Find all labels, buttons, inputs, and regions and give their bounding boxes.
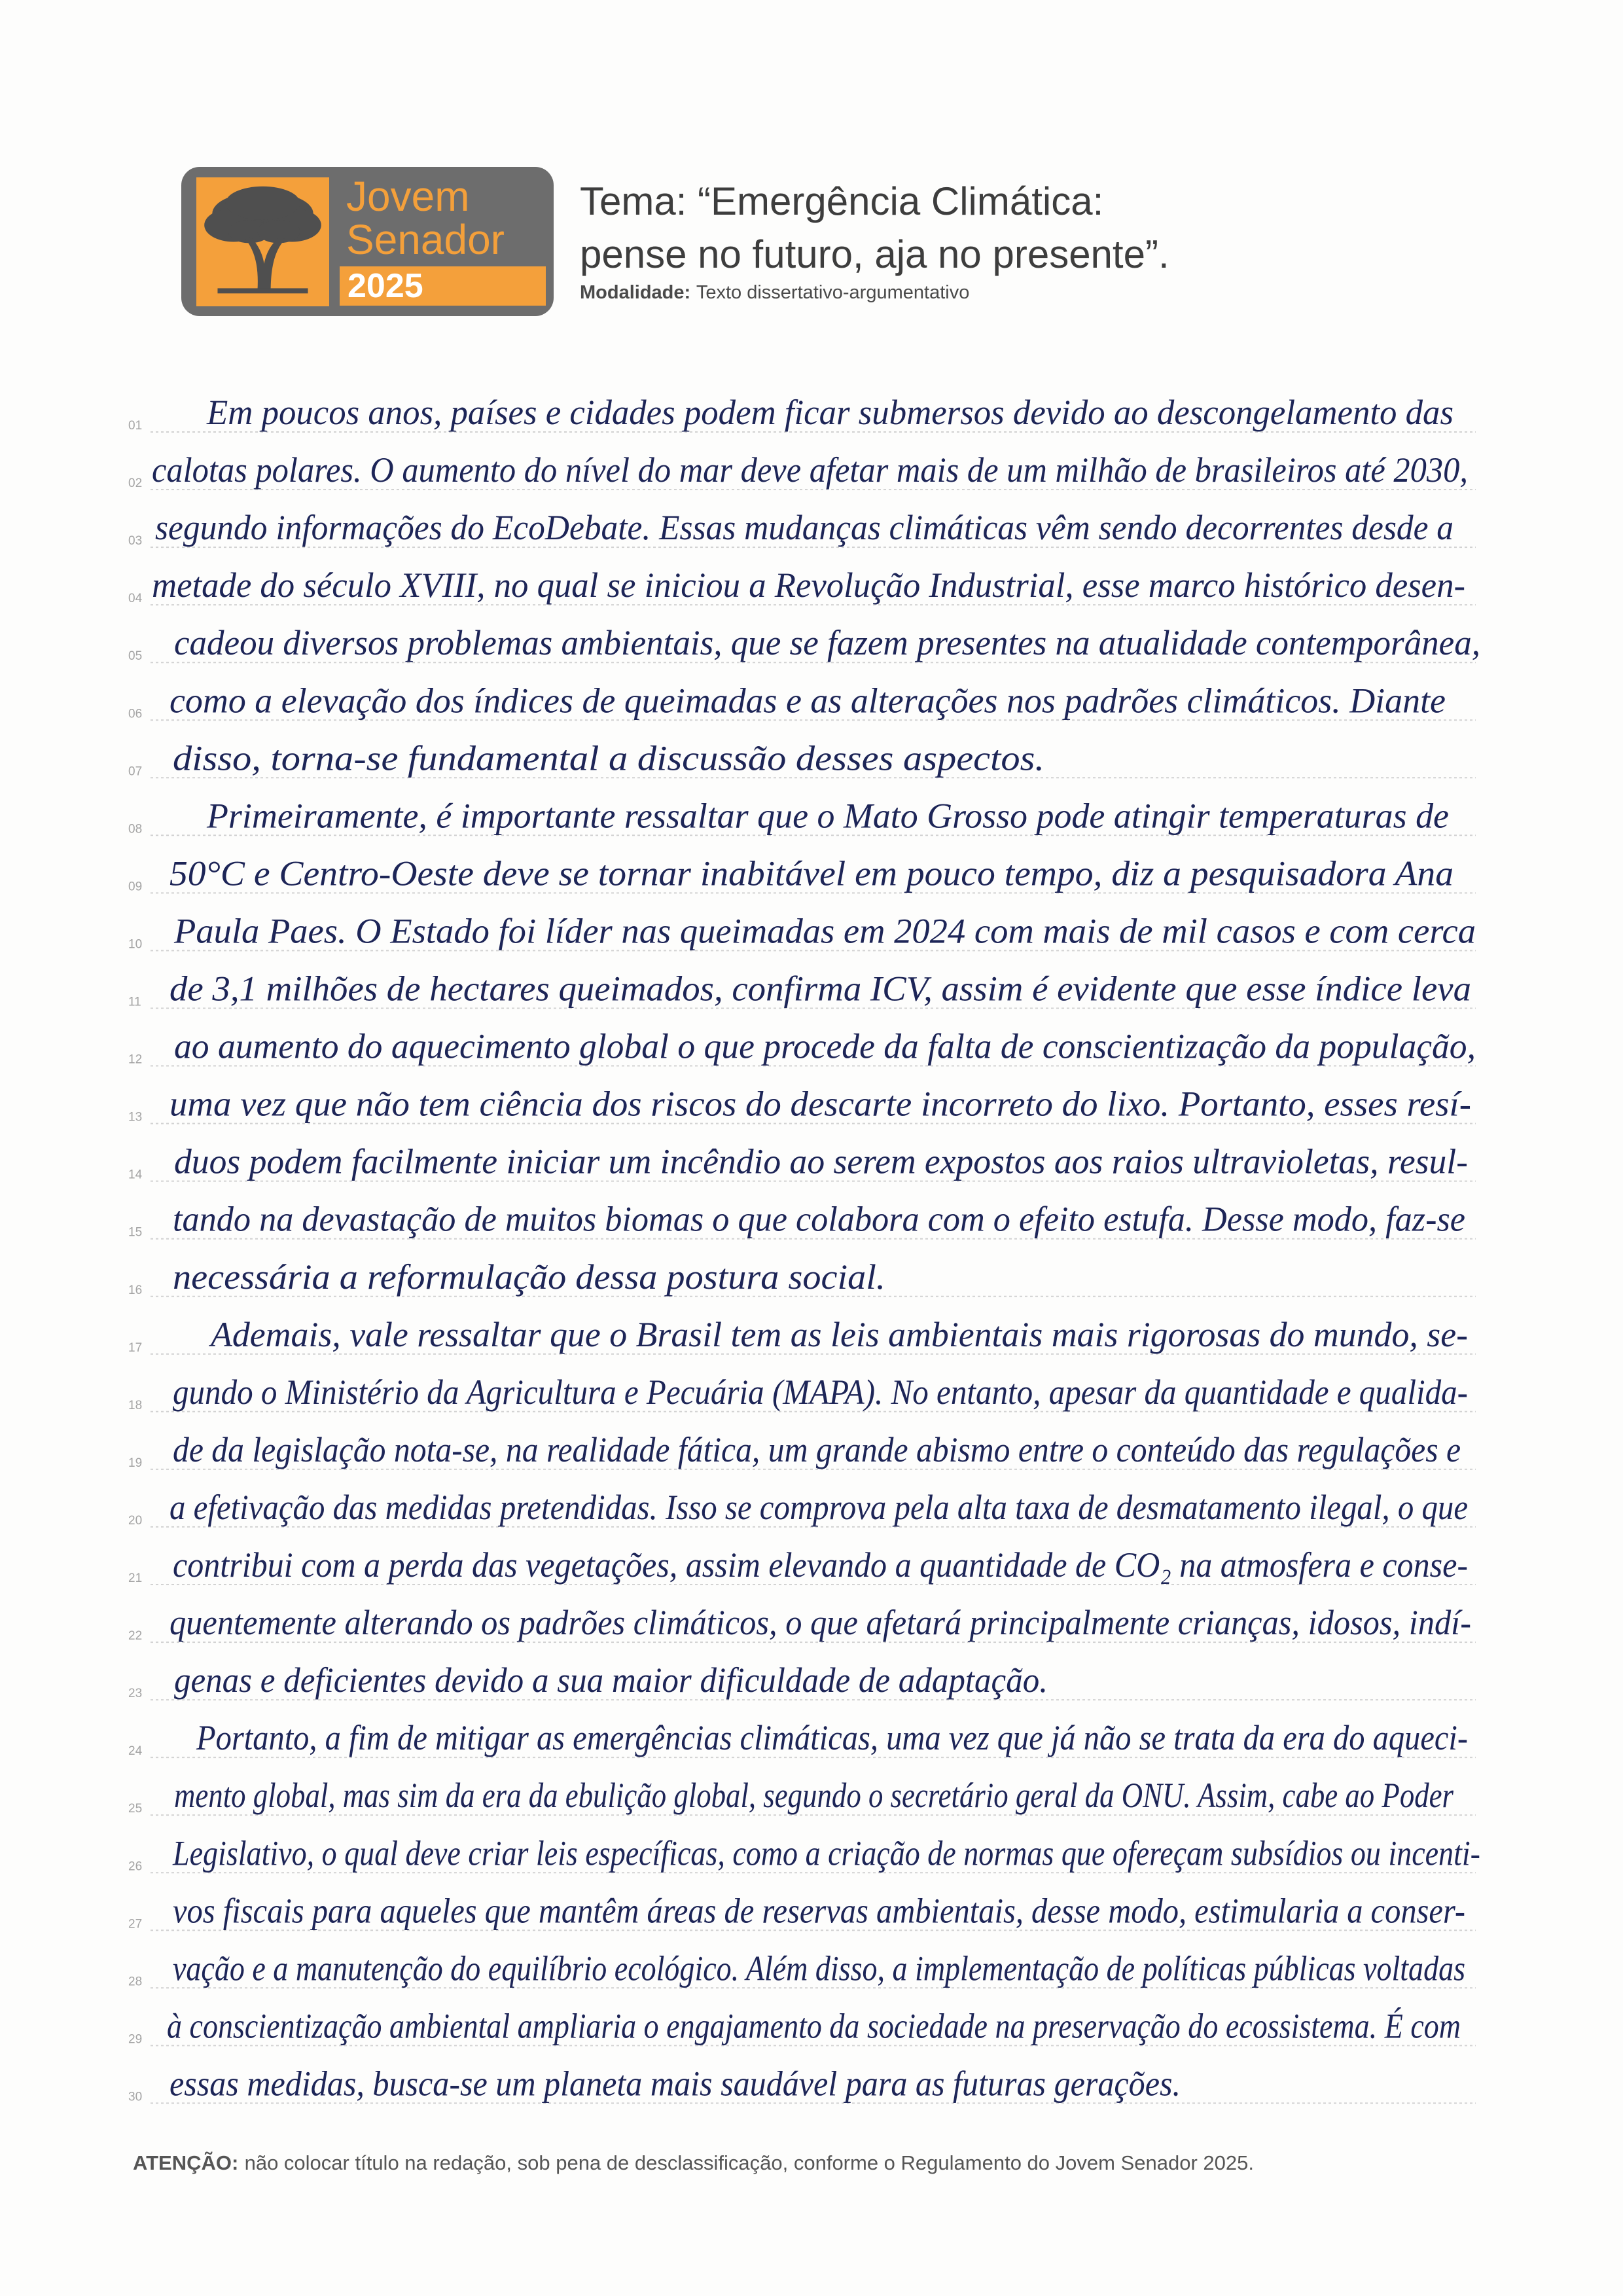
essay-line (128, 2006, 1476, 2046)
line-number: 24 (128, 1744, 143, 1759)
handwritten-line: calotas polares. O aumento do nível do mar deve afetar mais de um milhão de brasileiros até 2030, (152, 450, 1468, 490)
line-number: 30 (128, 2090, 143, 2104)
essay-line (128, 969, 1476, 1009)
line-number: 09 (128, 880, 143, 894)
handwritten-line: gundo o Ministério da Agricultura e Pecuária (MAPA). No entanto, apesar da quantidade e qualida- (173, 1372, 1468, 1412)
line-number: 17 (128, 1340, 143, 1355)
warning-text: não colocar título na redação, sob pena de desclassificação, conforme o Regulamento do Jovem Senador 2025. (244, 2151, 1254, 2174)
line-number: 23 (128, 1687, 143, 1701)
theme-title-line-1: Tema: “Emergência Climática: (580, 179, 1104, 223)
essay-line (128, 1027, 1476, 1067)
handwritten-line: essas medidas, busca-se um planeta mais saudável para as futuras gerações. (169, 2064, 1181, 2104)
line-number: 10 (128, 937, 143, 952)
handwritten-line: como a elevação dos índices de queimadas e as alterações nos padrões climáticos. Diante (169, 681, 1446, 721)
essay-line (128, 1545, 1476, 1585)
essay-line (128, 1603, 1476, 1643)
line-number: 14 (128, 1168, 143, 1182)
logo-word-senador: Senador (346, 216, 505, 263)
line-number: 01 (128, 419, 143, 433)
line-number: 05 (128, 649, 143, 664)
handwritten-line: contribui com a perda das vegetações, assim elevando a quantidade de CO₂ na atmosfera e conse- (173, 1545, 1468, 1585)
line-number: 28 (128, 1975, 143, 1989)
essay-line (128, 565, 1476, 605)
line-number: 19 (128, 1456, 143, 1470)
essay-line (128, 623, 1480, 663)
handwritten-line: segundo informações do EcoDebate. Essas mudanças climáticas vêm sendo decorrentes desde a (155, 508, 1454, 548)
theme-title-line-2: pense no futuro, aja no presente”. (580, 232, 1169, 276)
handwritten-line: mento global, mas sim da era da ebulição global, segundo o secretário geral da ONU. Assim, cabe ao Poder (174, 1776, 1454, 1816)
handwritten-line: Portanto, a fim de mitigar as emergências climáticas, uma vez que já não se trata da era do aqueci- (196, 1718, 1468, 1758)
line-number: 04 (128, 592, 143, 606)
essay-line (128, 450, 1476, 490)
essay-line (128, 911, 1476, 951)
handwritten-line: vação e a manutenção do equilíbrio ecológico. Além disso, a implementação de políticas públicas voltadas (173, 1948, 1465, 1988)
line-number: 25 (128, 1802, 143, 1816)
footer-warning (133, 2153, 1254, 2173)
handwritten-line: genas e deficientes devido a sua maior dificuldade de adaptação. (174, 1660, 1048, 1700)
handwritten-line: ao aumento do aquecimento global o que procede da falta de conscientização da população, (174, 1026, 1476, 1066)
line-number: 15 (128, 1225, 143, 1240)
essay-line (128, 1430, 1476, 1470)
line-number: 21 (128, 1571, 143, 1585)
essay-line (128, 1085, 1476, 1124)
modality-label: Modalidade: (580, 282, 691, 303)
modality-value: Texto dissertativo-argumentativo (696, 282, 970, 303)
line-number: 29 (128, 2032, 143, 2047)
logo-word-jovem: Jovem (346, 173, 470, 220)
line-number: 11 (128, 995, 141, 1009)
essay-line (128, 1948, 1476, 1988)
handwritten-line: cadeou diversos problemas ambientais, que se fazem presentes na atualidade contemporânea, (174, 623, 1480, 663)
handwritten-line: Em poucos anos, países e cidades podem ficar submersos devido ao descongelamento das (206, 393, 1454, 432)
essay-line (128, 1142, 1476, 1182)
logo-year: 2025 (348, 267, 423, 305)
handwritten-line: de 3,1 milhões de hectares queimados, confirma ICV, assim é evidente que esse índice leva (169, 969, 1471, 1009)
handwritten-line: quentemente alterando os padrões climáticos, o que afetará principalmente crianças, idosos, indí- (169, 1603, 1471, 1643)
essay-line (128, 1488, 1476, 1528)
essay-line (128, 2064, 1476, 2104)
essay-line (128, 1257, 1476, 1297)
essay-line (128, 393, 1476, 433)
handwritten-line: à conscientização ambiental ampliaria o engajamento da sociedade na preservação do ecossistema. É com (167, 2006, 1461, 2046)
line-number: 22 (128, 1629, 143, 1643)
essay-line (128, 1315, 1476, 1355)
line-number: 08 (128, 822, 143, 836)
handwritten-line: vos fiscais para aqueles que mantêm áreas de reservas ambientais, desse modo, estimularia a conser- (173, 1891, 1465, 1931)
line-number: 02 (128, 476, 143, 490)
handwritten-line: de da legislação nota-se, na realidade fática, um grande abismo entre o conteúdo das regulações e (173, 1429, 1461, 1469)
handwritten-line: metade do século XVIII, no qual se iniciou a Revolução Industrial, esse marco histórico desen- (152, 565, 1465, 605)
warning-label: ATENÇÃO: (133, 2151, 239, 2174)
handwritten-line: uma vez que não tem ciência dos riscos do descarte incorreto do lixo. Portanto, esses resí- (169, 1084, 1471, 1124)
essay-line (128, 1200, 1476, 1240)
essay-line (128, 1891, 1476, 1931)
handwritten-line: Primeiramente, é importante ressaltar que o Mato Grosso pode atingir temperaturas de (206, 796, 1450, 836)
essay-line (128, 508, 1476, 548)
handwritten-line: disso, torna-se fundamental a discussão desses aspectos. (173, 738, 1044, 778)
essay-line (128, 738, 1476, 778)
handwritten-line: Ademais, vale ressaltar que o Brasil tem as leis ambientais mais rigorosas do mundo, se- (209, 1314, 1469, 1354)
essay-line (128, 1660, 1476, 1700)
essay-line (128, 796, 1476, 836)
essay-line (128, 681, 1476, 721)
handwritten-line: necessária a reformulação dessa postura social. (173, 1257, 885, 1297)
line-number: 07 (128, 764, 143, 779)
line-number: 12 (128, 1052, 143, 1067)
essay-line (128, 1833, 1480, 1873)
essay-line (128, 1776, 1476, 1816)
line-number: 20 (128, 1513, 143, 1528)
handwritten-line: duos podem facilmente iniciar um incêndio ao serem expostos aos raios ultravioletas, resul- (174, 1141, 1468, 1181)
handwritten-line: tando na devastação de muitos biomas o que colabora com o efeito estufa. Desse modo, faz-se (173, 1199, 1465, 1239)
line-number: 18 (128, 1398, 143, 1412)
line-number: 27 (128, 1917, 143, 1931)
handwritten-line: Paula Paes. O Estado foi líder nas queimadas em 2024 com mais de mil casos e com cerca (173, 911, 1476, 951)
essay-line (128, 1372, 1476, 1412)
line-number: 03 (128, 534, 143, 548)
line-number: 06 (128, 707, 143, 721)
handwritten-line: 50°C e Centro-Oeste deve se tornar inabitável em pouco tempo, diz a pesquisadora Ana (169, 853, 1454, 893)
essay-line (128, 1718, 1476, 1758)
essay-line (128, 853, 1476, 893)
line-number: 16 (128, 1283, 143, 1297)
line-number: 26 (128, 1859, 143, 1874)
line-number: 13 (128, 1110, 143, 1124)
handwritten-line: a efetivação das medidas pretendidas. Isso se comprova pela alta taxa de desmatamento ilegal, o que (169, 1487, 1468, 1527)
handwritten-line: Legislativo, o qual deve criar leis específicas, como a criação de normas que ofereçam subsídios ou incenti- (172, 1833, 1480, 1873)
